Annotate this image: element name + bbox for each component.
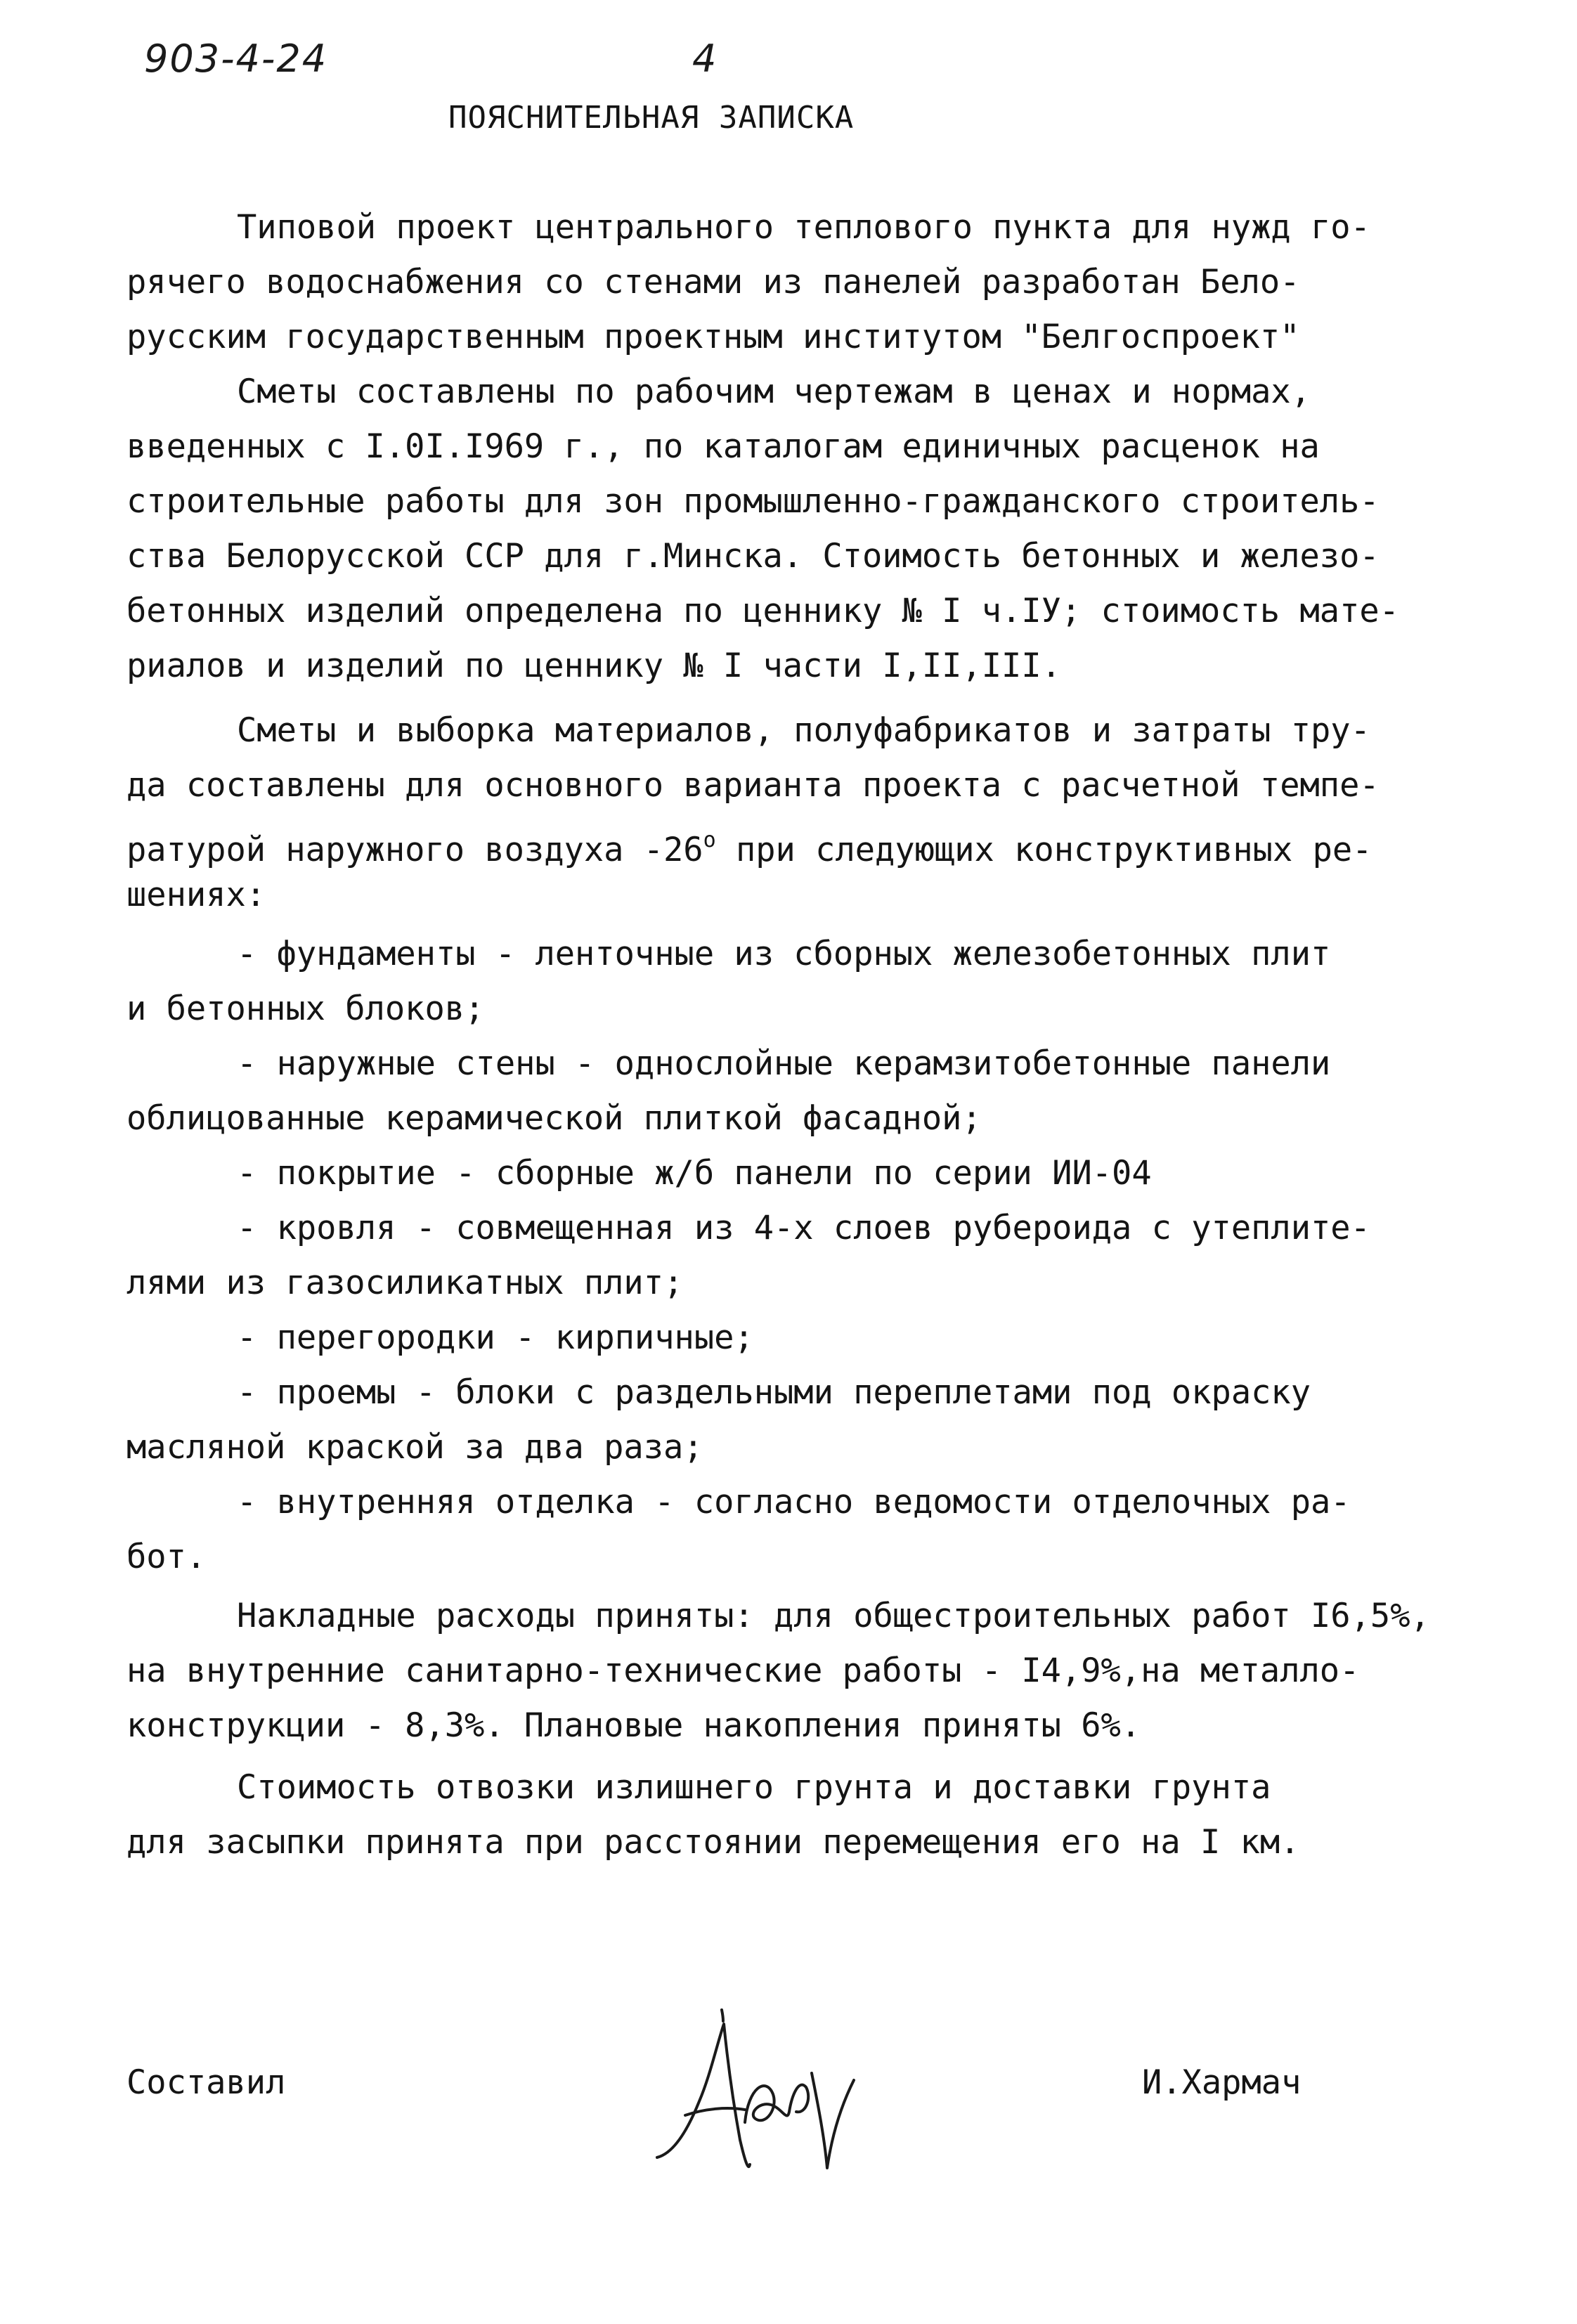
text-line: Сметы и выборка материалов, полуфабрикатов и затраты тру- <box>237 711 1370 750</box>
text-line <box>126 821 1372 869</box>
signature-block <box>0 1996 1577 2221</box>
handwritten-signature <box>643 1996 875 2207</box>
text-line: Типовой проект центрального теплового пункта для нужд го- <box>237 208 1370 247</box>
text-line: Стоимость отвозки излишнего грунта и доставки грунта <box>237 1768 1271 1807</box>
list-item: лями из газосиликатных плит; <box>126 1264 684 1302</box>
list-item: масляной краской за два раза; <box>126 1428 703 1467</box>
text-line: шениях: <box>126 876 266 914</box>
list-item: бот. <box>126 1538 207 1576</box>
list-item: - перегородки - кирпичные; <box>237 1318 754 1357</box>
text-line: на внутренние санитарно-технические работы - I4,9%,на металло- <box>126 1651 1360 1690</box>
list-item: - фундаменты - ленточные из сборных железобетонных плит <box>237 935 1331 973</box>
text-line: да составлены для основного варианта проекта с расчетной темпе- <box>126 766 1380 805</box>
text-line: Сметы составлены по рабочим чертежам в ценах и нормах, <box>237 372 1311 411</box>
document-code: 903-4-24 <box>144 37 328 81</box>
text-line: Накладные расходы приняты: для общестроительных работ I6,5%, <box>237 1597 1430 1635</box>
document-title: ПОЯСНИТЕЛЬНАЯ ЗАПИСКА <box>448 100 855 136</box>
page-number: 4 <box>692 37 717 81</box>
list-item: и бетонных блоков; <box>126 989 485 1028</box>
text-segment: ратурой наружного воздуха -26 <box>126 831 703 869</box>
text-line: русским государственным проектным институтом "Белгоспроект" <box>126 318 1300 356</box>
text-line: бетонных изделий определена по ценнику № I ч.IУ; стоимость мате- <box>126 592 1399 630</box>
text-line: риалов и изделий по ценнику № I части I,II,III. <box>126 647 1061 685</box>
text-line: введенных с I.0I.I969 г., по каталогам единичных расценок на <box>126 427 1320 466</box>
list-item: - внутренняя отделка - согласно ведомости отделочных ра- <box>237 1483 1351 1521</box>
text-line: ства Белорусской ССР для г.Минска. Стоимость бетонных и железо- <box>126 537 1380 576</box>
list-item: - проемы - блоки с раздельными переплетами под окраску <box>237 1373 1311 1412</box>
list-item: облицованные керамической плиткой фасадной; <box>126 1099 982 1138</box>
text-line: для засыпки принята при расстоянии перемещения его на I км. <box>126 1823 1300 1862</box>
text-segment: при следующих конструктивных ре- <box>735 831 1372 869</box>
signed-by-label: Составил <box>126 2063 286 2102</box>
text-line: конструкции - 8,3%. Плановые накопления приняты 6%. <box>126 1706 1141 1745</box>
degree-superscript: о <box>703 828 716 852</box>
list-item: - наружные стены - однослойные керамзитобетонные панели <box>237 1044 1331 1083</box>
signer-name: И.Хармач <box>1142 2063 1302 2102</box>
list-item: - покрытие - сборные ж/б панели по серии ИИ-04 <box>237 1154 1152 1193</box>
list-item: - кровля - совмещенная из 4-х слоев рубероида с утеплите- <box>237 1209 1370 1247</box>
text-line: строительные работы для зон промышленно-гражданского строитель- <box>126 482 1380 521</box>
text-line: рячего водоснабжения со стенами из панелей разработан Бело- <box>126 263 1300 301</box>
